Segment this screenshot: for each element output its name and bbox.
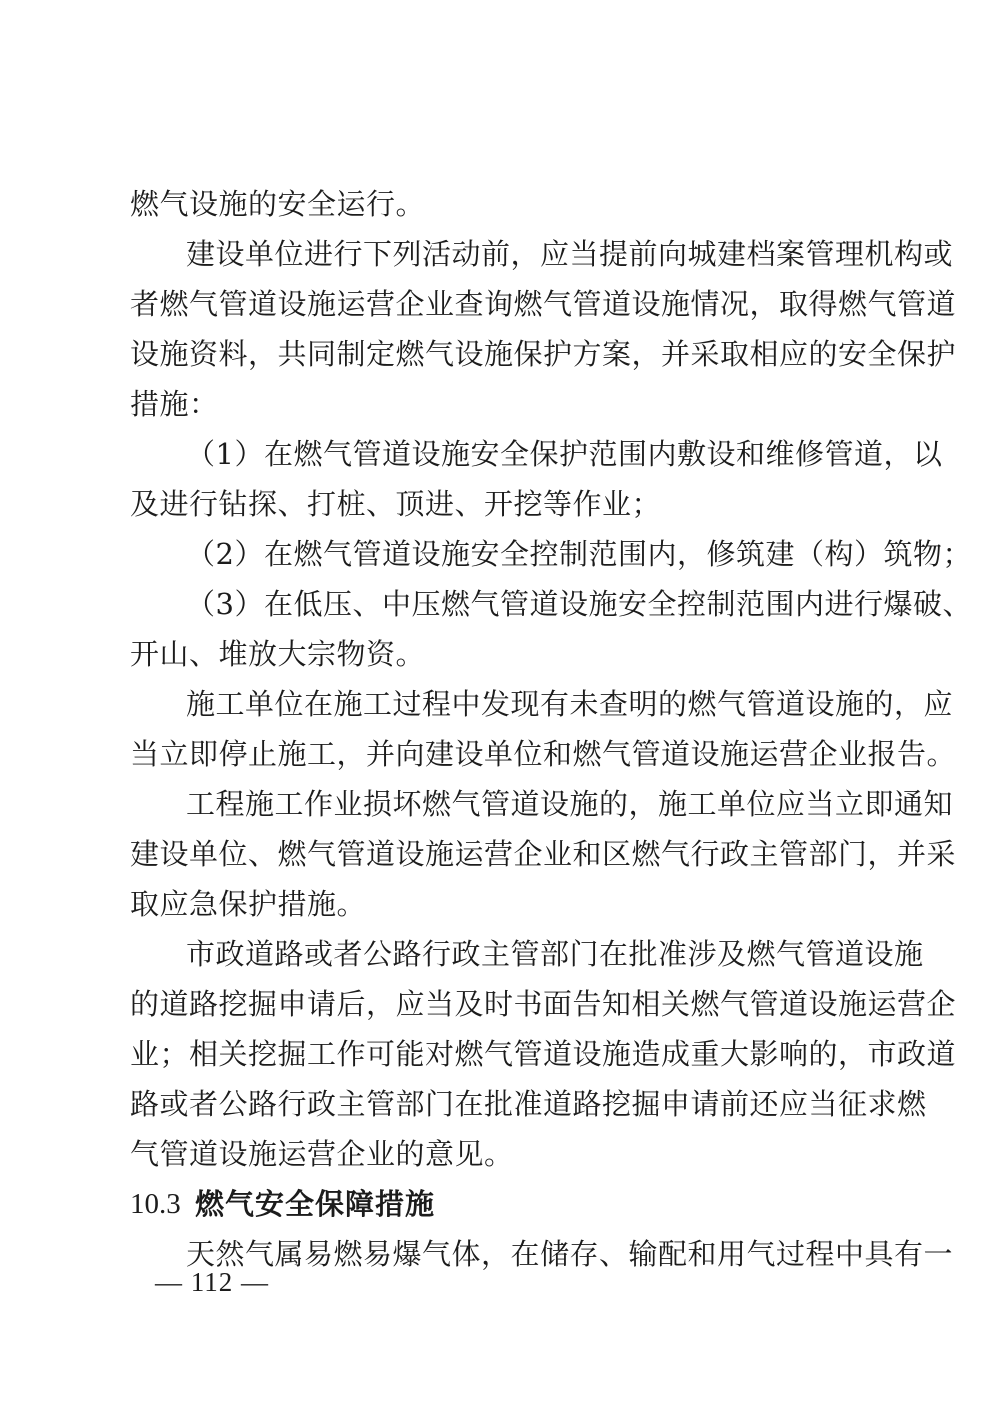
paragraph-line: 施工单位在施工过程中发现有未查明的燃气管道设施的，应 [186,687,954,721]
list-item-line: （3）在低压、中压燃气管道设施安全控制范围内进行爆破、 [186,587,972,621]
list-item-line: （1）在燃气管道设施安全保护范围内敷设和维修管道，以 [186,437,943,471]
list-item-line: 开山、堆放大宗物资。 [130,637,426,671]
paragraph-line: 建设单位进行下列活动前，应当提前向城建档案管理机构或 [186,237,954,271]
paragraph-line: 业；相关挖掘工作可能对燃气管道设施造成重大影响的，市政道 [130,1037,957,1071]
paragraph-line: 当立即停止施工，并向建设单位和燃气管道设施运营企业报告。 [130,737,957,771]
list-item-line: （2）在燃气管道设施安全控制范围内，修筑建（构）筑物； [186,537,972,571]
list-item-line: 及进行钻探、打桩、顶进、开挖等作业； [130,487,662,521]
paragraph-line: 的道路挖掘申请后，应当及时书面告知相关燃气管道设施运营企 [130,987,957,1021]
paragraph-line: 气管道设施运营企业的意见。 [130,1137,514,1171]
paragraph-line: 市政道路或者公路行政主管部门在批准涉及燃气管道设施 [186,937,924,971]
paragraph-line: 者燃气管道设施运营企业查询燃气管道设施情况，取得燃气管道 [130,287,957,321]
paragraph-line: 天然气属易燃易爆气体，在储存、输配和用气过程中具有一 [186,1237,954,1271]
paragraph-line: 路或者公路行政主管部门在批准道路挖掘申请前还应当征求燃 [130,1087,927,1121]
paragraph-line: 建设单位、燃气管道设施运营企业和区燃气行政主管部门，并采 [130,837,957,871]
page-number: — 112 — [155,1267,269,1297]
paragraph-line: 设施资料，共同制定燃气设施保护方案，并采取相应的安全保护 [130,337,957,371]
paragraph-line: 工程施工作业损坏燃气管道设施的，施工单位应当立即通知 [186,787,954,821]
section-number: 10.3 [130,1188,181,1220]
paragraph-line: 措施： [130,387,219,421]
paragraph-line: 燃气设施的安全运行。 [130,187,426,221]
section-heading: 燃气安全保障措施 [195,1187,436,1221]
paragraph-line: 取应急保护措施。 [130,887,367,921]
